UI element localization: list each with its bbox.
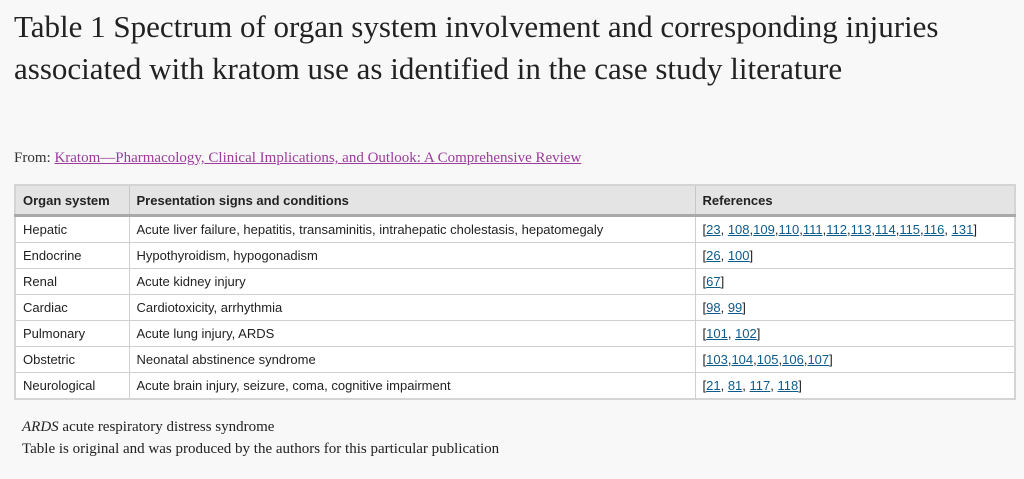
presentation-cell: Acute lung injury, ARDS (129, 321, 695, 347)
column-header-organ-system: Organ system (15, 185, 129, 216)
presentation-cell: Cardiotoxicity, arrhythmia (129, 295, 695, 321)
reference-link[interactable]: 131 (951, 222, 974, 237)
reference-link[interactable]: 113 (850, 222, 872, 237)
reference-link[interactable]: 102 (735, 326, 757, 341)
references-cell: [67] (695, 269, 1015, 295)
footnote-definition: acute respiratory distress syndrome (58, 419, 275, 435)
data-table (14, 184, 1016, 400)
references-cell: [103,104,105,106,107] (695, 347, 1015, 373)
reference-link[interactable]: 118 (777, 378, 799, 393)
table-row (15, 243, 1015, 269)
reference-separator: , (749, 222, 754, 237)
organ-system-cell: Cardiac (15, 295, 129, 321)
reference-link[interactable]: 23 (706, 222, 721, 237)
reference-separator: , (822, 222, 827, 237)
references-cell: [26, 100] (695, 243, 1015, 269)
reference-link[interactable]: 115 (899, 222, 921, 237)
reference-separator: , (727, 326, 736, 341)
reference-link[interactable]: 104 (731, 352, 754, 367)
reference-separator: , (770, 378, 778, 393)
reference-separator: , (774, 222, 779, 237)
reference-link[interactable]: 112 (826, 222, 847, 237)
reference-separator: , (846, 222, 851, 237)
reference-separator: , (720, 300, 728, 315)
table-header-row (15, 185, 1015, 216)
reference-link[interactable]: 108 (727, 222, 750, 237)
reference-separator: , (727, 352, 732, 367)
reference-separator: , (720, 248, 728, 263)
table-row (15, 269, 1015, 295)
reference-link[interactable]: 117 (749, 378, 771, 393)
table-row (15, 347, 1015, 373)
table-row (15, 373, 1015, 400)
organ-system-cell: Endocrine (15, 243, 129, 269)
reference-link[interactable]: 114 (874, 222, 896, 237)
reference-link[interactable]: 103 (706, 352, 728, 367)
references-cell: [98, 99] (695, 295, 1015, 321)
reference-link[interactable]: 81 (727, 378, 743, 393)
reference-separator: , (803, 352, 808, 367)
organ-system-cell: Hepatic (15, 216, 129, 243)
table-body (15, 216, 1015, 400)
reference-link[interactable]: 106 (782, 352, 804, 367)
presentation-cell: Acute kidney injury (129, 269, 695, 295)
reference-link[interactable]: 107 (807, 352, 830, 367)
references-cell: [23, 108,109,110,111,112,113,114,115,116, 131] (695, 216, 1015, 243)
reference-separator: , (799, 222, 803, 237)
presentation-cell: Hypothyroidism, hypogonadism (129, 243, 695, 269)
reference-separator: , (720, 378, 728, 393)
organ-system-cell: Neurological (15, 373, 129, 400)
source-line (14, 150, 581, 167)
source-article-link[interactable]: Kratom—Pharmacology, Clinical Implications, and Outlook: A Comprehensive Review (54, 150, 582, 166)
reference-link[interactable]: 21 (706, 378, 721, 393)
reference-link[interactable]: 98 (706, 300, 721, 315)
organ-system-cell: Pulmonary (15, 321, 129, 347)
footnote-abbreviation: ARDS (22, 419, 59, 435)
reference-separator: , (778, 352, 783, 367)
reference-link[interactable]: 101 (706, 326, 728, 341)
references-cell: [101, 102] (695, 321, 1015, 347)
reference-separator: , (753, 352, 757, 367)
reference-link[interactable]: 99 (727, 300, 743, 315)
table-footnotes (22, 416, 499, 460)
reference-separator: , (944, 222, 952, 237)
table-row (15, 216, 1015, 243)
reference-link[interactable]: 110 (778, 222, 800, 237)
from-label: From: (14, 150, 51, 166)
organ-system-cell: Obstetric (15, 347, 129, 373)
reference-link[interactable]: 26 (706, 248, 721, 263)
presentation-cell: Acute liver failure, hepatitis, transaminitis, intrahepatic cholestasis, hepatomegaly (129, 216, 695, 243)
page-title: Table 1 Spectrum of organ system involvement and corresponding injuries associated with kratom use as identified in the case study literature (14, 9, 939, 86)
reference-link[interactable]: 111 (802, 222, 823, 237)
reference-separator: , (920, 222, 924, 237)
table-row (15, 321, 1015, 347)
column-header-presentation: Presentation signs and conditions (129, 185, 695, 216)
references-cell: [21, 81, 117, 118] (695, 373, 1015, 400)
presentation-cell: Neonatal abstinence syndrome (129, 347, 695, 373)
column-header-references: References (695, 185, 1015, 216)
reference-link[interactable]: 105 (756, 352, 779, 367)
reference-separator: , (720, 222, 728, 237)
reference-separator: , (895, 222, 900, 237)
reference-link[interactable]: 67 (706, 274, 721, 289)
presentation-cell: Acute brain injury, seizure, coma, cognitive impairment (129, 373, 695, 400)
table-source-note: Table is original and was produced by the authors for this particular publication (22, 441, 500, 457)
abbreviation-footnote (22, 416, 499, 438)
reference-separator: , (742, 378, 750, 393)
table-row (15, 295, 1015, 321)
organ-system-cell: Renal (15, 269, 129, 295)
reference-link[interactable]: 116 (923, 222, 945, 237)
reference-separator: , (871, 222, 875, 237)
reference-link[interactable]: 109 (753, 222, 775, 237)
reference-link[interactable]: 100 (727, 248, 750, 263)
